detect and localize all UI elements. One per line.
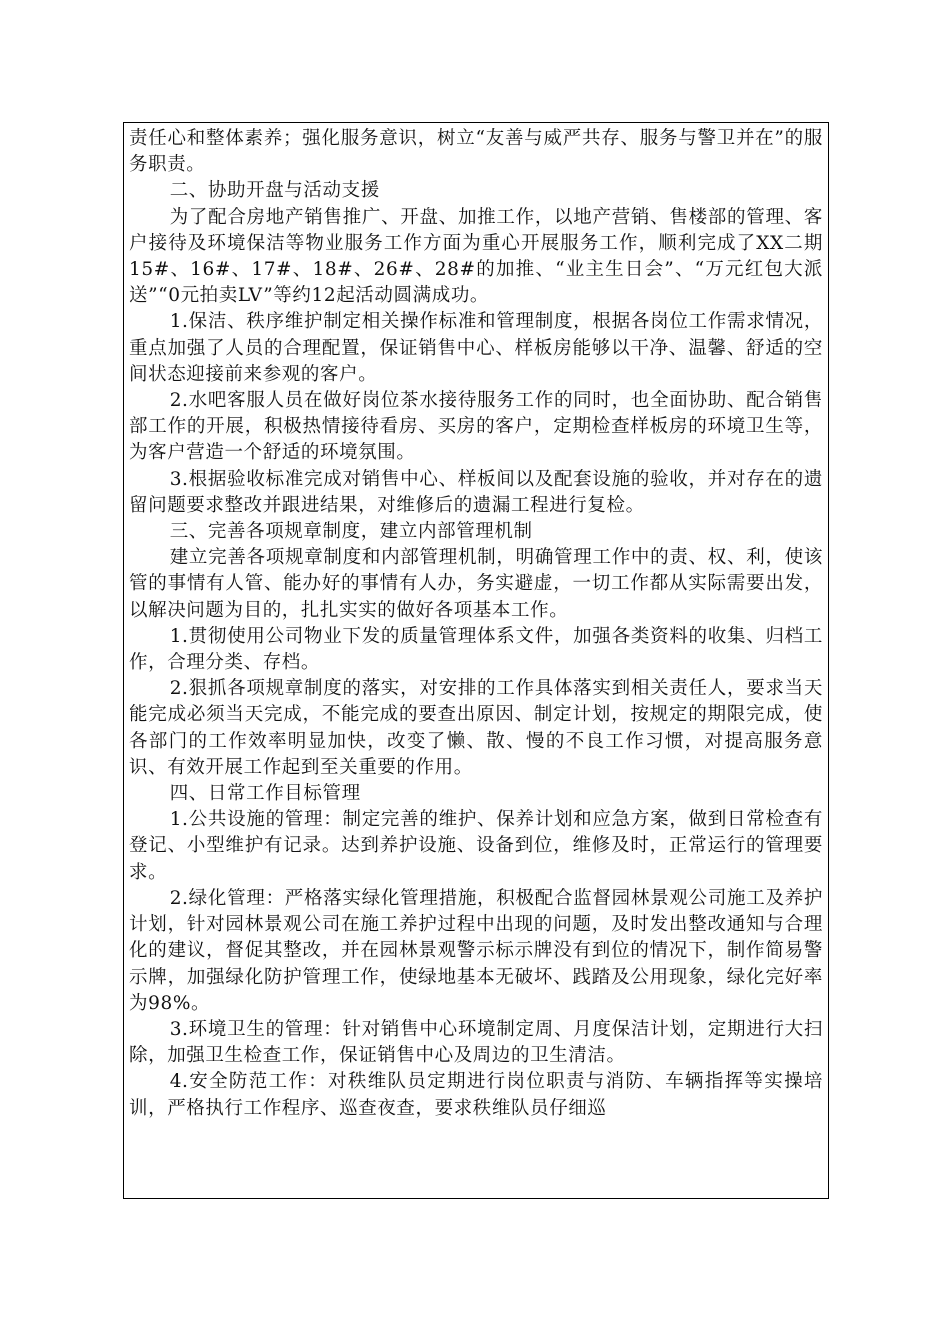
section-heading-4: 四、日常工作目标管理: [169, 783, 361, 805]
list-item: 3.根据验收标准完成对销售中心、样板间以及配套设施的验收，并对存在的遗留问题要求整改并跟进结果，对维修后的遗漏工程进行复检。: [129, 468, 823, 516]
list-item: 1.贯彻使用公司物业下发的质量管理体系文件，加强各类资料的收集、归档工作，合理分类、存档。: [129, 625, 823, 674]
list-item: 2.绿化管理：严格落实绿化管理措施，积极配合监督园林景观公司施工及养护计划，针对园林景观公司在施工养护过程中出现的问题，及时发出整改通知与合理化的建议，督促其整改，并在园林景观警示标示牌没有到位的情况下，制作简易警示牌，加强绿化防护管理工作，使绿地基本无破坏、践踏及公用现象，绿化完好率为98%。: [129, 887, 823, 1014]
list-item: 1.保洁、秩序维护制定相关操作标准和管理制度，根据各岗位工作需求情况，重点加强了人员的合理配置，保证销售中心、样板房能够以干净、温馨、舒适的空间状态迎接前来参观的客户。: [129, 311, 823, 385]
document-body: [129, 126, 823, 1122]
paragraph: 建立完善各项规章制度和内部管理机制，明确管理工作中的责、权、利，使该管的事情有人管、能办好的事情有人办，务实避虚，一切工作都从实际需要出发，以解决问题为目的，扎扎实实的做好各项基本工作。: [129, 547, 823, 621]
section-heading-3: 三、完善各项规章制度，建立内部管理机制: [169, 521, 533, 543]
list-item: 2.狠抓各项规章制度的落实，对安排的工作具体落实到相关责任人，要求当天能完成必须当天完成，不能完成的要查出原因、制定计划，按规定的期限完成，使各部门的工作效率明显加快，改变了懒、散、慢的不良工作习惯，对提高服务意识、有效开展工作起到至关重要的作用。: [129, 678, 823, 778]
list-item: 3.环境卫生的管理：针对销售中心环境制定周、月度保洁计划，定期进行大扫除，加强卫生检查工作，保证销售中心及周边的卫生清洁。: [129, 1018, 823, 1067]
list-item: 1.公共设施的管理：制定完善的维护、保养计划和应急方案，做到日常检查有登记、小型维护有记录。达到养护设施、设备到位，维修及时，正常运行的管理要求。: [129, 809, 823, 883]
section-heading-2: 二、协助开盘与活动支援: [169, 180, 380, 202]
paragraph: 为了配合房地产销售推广、开盘、加推工作，以地产营销、售楼部的管理、客户接待及环境保洁等物业服务工作方面为重心开展服务工作，顺利完成了XX二期15#、16#、17#、18#、26#、28#的加推、“业主生日会”、“万元红包大派送”“0元拍卖LV”等约12起活动圆满成功。: [129, 206, 823, 307]
paragraph-intro-continuation: 责任心和整体素养；强化服务意识，树立“友善与威严共存、服务与警卫并在”的服务职责。: [129, 128, 823, 176]
document-frame: [123, 122, 829, 1199]
list-item: 2.水吧客服人员在做好岗位茶水接待服务工作的同时，也全面协助、配合销售部工作的开展，积极热情接待看房、买房的客户，定期检查样板房的环境卫生等，为客户营造一个舒适的环境氛围。: [129, 390, 823, 464]
list-item: 4.安全防范工作：对秩维队员定期进行岗位职责与消防、车辆指挥等实操培训，严格执行工作程序、巡查夜查，要求秩维队员仔细巡: [129, 1071, 823, 1119]
